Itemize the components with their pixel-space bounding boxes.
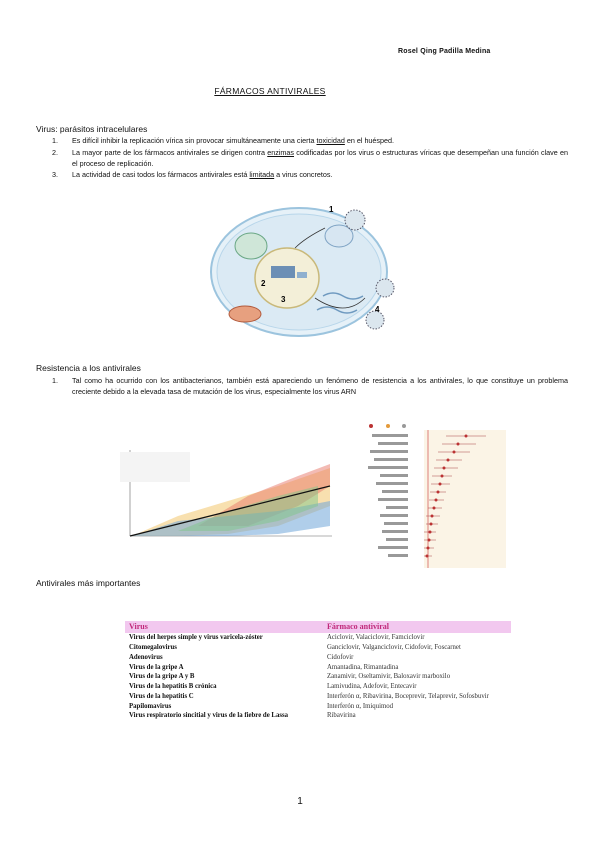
resistance-forest-figure: [366, 420, 510, 576]
list-text: Es difícil inhibir la replicación vírica sin provocar simultáneamente una cierta: [72, 136, 317, 145]
list-number: 1.: [52, 376, 58, 385]
table-cell-farmaco: Interferón α, Imiquimod: [327, 702, 394, 710]
list-text: codificadas por los virus o estructuras víricas que desempeñan una función clave en el proceso de replicación.: [72, 147, 568, 168]
table-cell-virus: Virus respiratorio sincitial y virus de la fiebre de Lassa: [129, 712, 289, 720]
table-cell-farmaco: Ganciclovir, Valganciclovir, Cidofovir, Foscarnet: [327, 643, 461, 651]
table-cell-virus: Virus de la gripe A y B: [129, 673, 195, 681]
table-cell-farmaco: Amantadina, Rimantadina: [327, 663, 399, 671]
table-row: [125, 691, 511, 701]
mitochondrion: [229, 306, 261, 322]
section-heading-antivirales: Antivirales más importantes: [36, 578, 141, 588]
list-number: 2.: [52, 147, 58, 157]
table-row: [125, 682, 511, 692]
legend-dot: [386, 424, 390, 428]
table-row: [125, 701, 511, 711]
virion-icon: [345, 210, 365, 230]
page-number: 1: [297, 796, 303, 807]
step-label: 1: [329, 205, 334, 214]
table-cell-farmaco: Cidofovir: [327, 653, 354, 661]
table-cell-farmaco: Lamivudina, Adefovir, Entecavir: [327, 683, 417, 691]
table-row: [125, 652, 511, 662]
legend-dot: [402, 424, 406, 428]
document-title: FÁRMACOS ANTIVIRALES: [214, 86, 326, 96]
table-cell-farmaco: Aciclovir, Valaciclovir, Famciclovir: [327, 634, 425, 642]
list-text: Tal como ha ocurrido con los antibacterianos, también está apareciendo un fenómeno de resistencia a los antivirales, lo que constituye un problema creciente debido a la elevada tasa de mutación de los virus, especialmente los virus ARN: [72, 376, 568, 396]
list-text: en el huésped.: [344, 136, 395, 145]
viral-replication-diagram: [205, 198, 401, 344]
list-text: La mayor parte de los fármacos antivirales se dirigen contra: [72, 147, 268, 157]
antivirals-table: [125, 621, 511, 721]
table-cell-virus: Virus de la gripe A: [129, 663, 184, 671]
link-toxicidad[interactable]: toxicidad: [316, 136, 345, 145]
list-number: 1.: [52, 136, 58, 145]
link-limitada[interactable]: limitada: [249, 170, 275, 180]
table-cell-virus: Virus del herpes simple y virus varicela-zóster: [129, 634, 263, 642]
link-enzimas[interactable]: enzimas: [267, 147, 295, 157]
table-row: [125, 643, 511, 653]
table-header-row: [125, 621, 511, 633]
list-item: [52, 148, 568, 170]
section-heading-resistencia: Resistencia a los antivirales: [36, 363, 141, 373]
list-item: [52, 170, 568, 181]
virion-icon: [376, 279, 394, 297]
legend-box: [120, 452, 190, 482]
step-label: 3: [281, 295, 286, 304]
list-item: [52, 136, 568, 147]
list-text: a virus concretos.: [274, 170, 333, 180]
table-row: [125, 672, 511, 682]
list-number: 3.: [52, 170, 58, 180]
author-name: Rosel Qing Padilla Medina: [398, 48, 491, 55]
table-cell-virus: Adenovirus: [129, 653, 163, 661]
nucleus-dna: [271, 266, 295, 278]
legend-dot: [369, 424, 373, 428]
table-row: [125, 662, 511, 672]
resistencia-list: [52, 376, 568, 399]
table-cell-virus: Virus de la hepatitis B crónica: [129, 683, 217, 691]
table-cell-virus: Virus de la hepatitis C: [129, 692, 194, 700]
virus-list: [52, 136, 568, 182]
nucleus-rna: [297, 272, 307, 278]
vesicle: [235, 233, 267, 259]
table-cell-virus: Papilomavirus: [129, 702, 172, 710]
table-row: [125, 633, 511, 643]
step-label: 2: [261, 279, 266, 288]
table-cell-farmaco: Zanamivir, Oseltamivir, Baloxavir marboxilo: [327, 673, 451, 681]
step-label: 4: [375, 305, 380, 314]
table-cell-farmaco: Interferón α, Ribavirina, Boceprevir, Telaprevir, Sofosbuvir: [327, 692, 489, 700]
table-cell-virus: Citomegalovirus: [129, 643, 177, 651]
table-row: [125, 711, 511, 721]
list-item: [52, 376, 568, 398]
column-header-virus: Virus: [125, 621, 323, 633]
section-heading-virus: Virus: parásitos intracelulares: [36, 124, 148, 134]
mutation-scatter-figure: [118, 446, 338, 546]
column-header-farmaco: Fármaco antiviral: [323, 621, 511, 633]
list-text: La actividad de casi todos los fármacos antivirales está: [72, 170, 250, 180]
table-cell-farmaco: Ribavirina: [327, 712, 356, 720]
